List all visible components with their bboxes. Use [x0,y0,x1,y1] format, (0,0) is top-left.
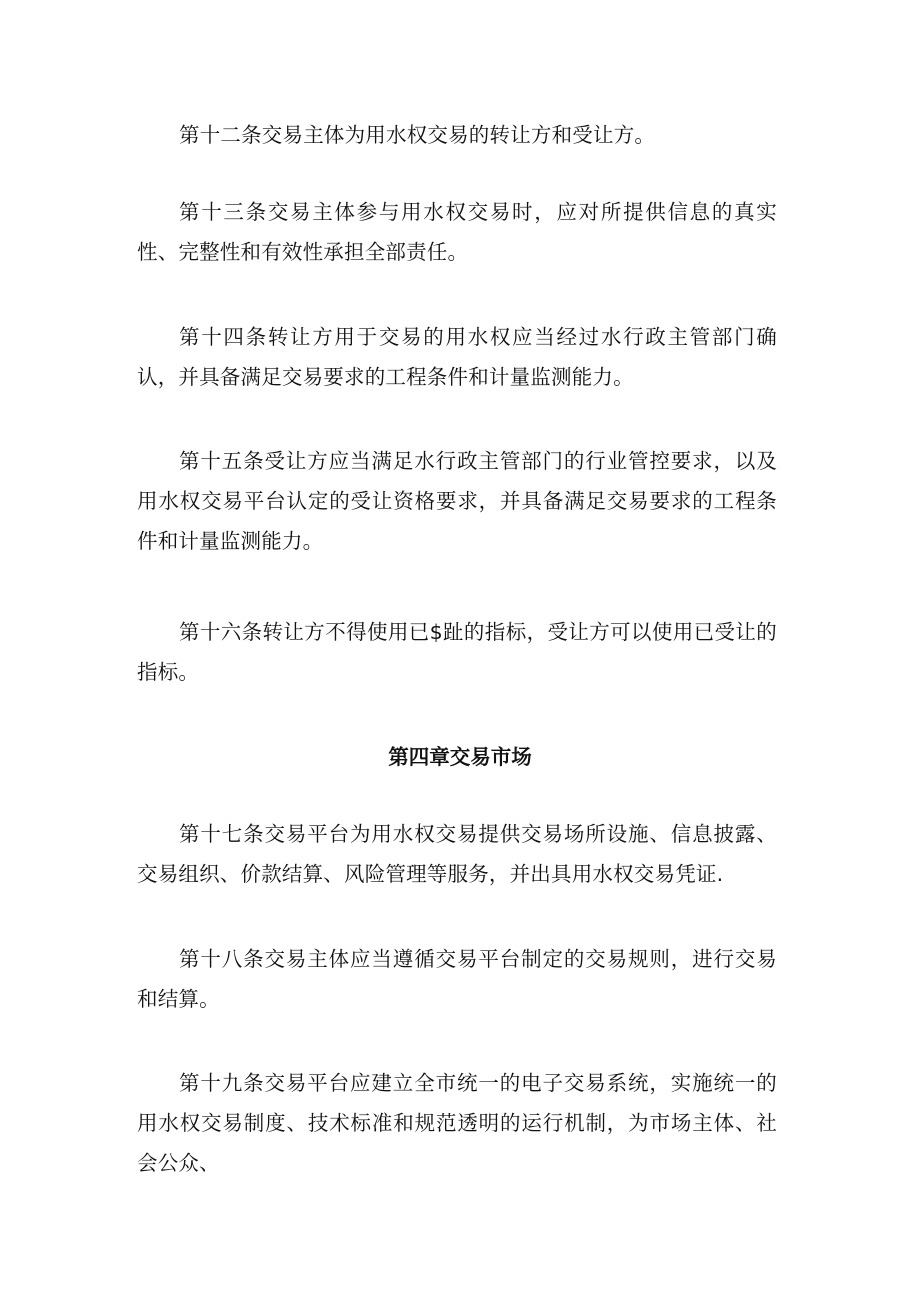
article-12: 第十二条交易主体为用水权交易的转让方和受让方。 [179,123,656,147]
article-16: 第十六条转让方不得使用已$趾的指标，受让方可以使用已受让的指标。 [137,620,777,684]
article-18: 第十八条交易主体应当遵循交易平台制定的交易规则，进行交易和结算。 [137,947,777,1011]
article-13: 第十三条交易主体参与用水权交易时，应对所提供信息的真实性、完整性和有效性承担全部责任。 [137,200,777,264]
article-15: 第十五条受让方应当满足水行政主管部门的行业管控要求，以及用水权交易平台认定的受让资格要求，并具备满足交易要求的工程条件和计量监测能力。 [137,449,777,553]
chapter-heading: 第四章交易市场 [388,745,532,769]
article-14: 第十四条转让方用于交易的用水权应当经过水行政主管部门确认，并具备满足交易要求的工程条件和计量监测能力。 [137,325,777,389]
article-17: 第十七条交易平台为用水权交易提供交易场所设施、信息披露、交易组织、价款结算、风险管理等服务，并出具用水权交易凭证. [137,822,777,886]
article-19: 第十九条交易平台应建立全市统一的电子交易系统，实施统一的用水权交易制度、技术标准和规范透明的运行机制，为市场主体、社会公众、 [137,1071,777,1175]
